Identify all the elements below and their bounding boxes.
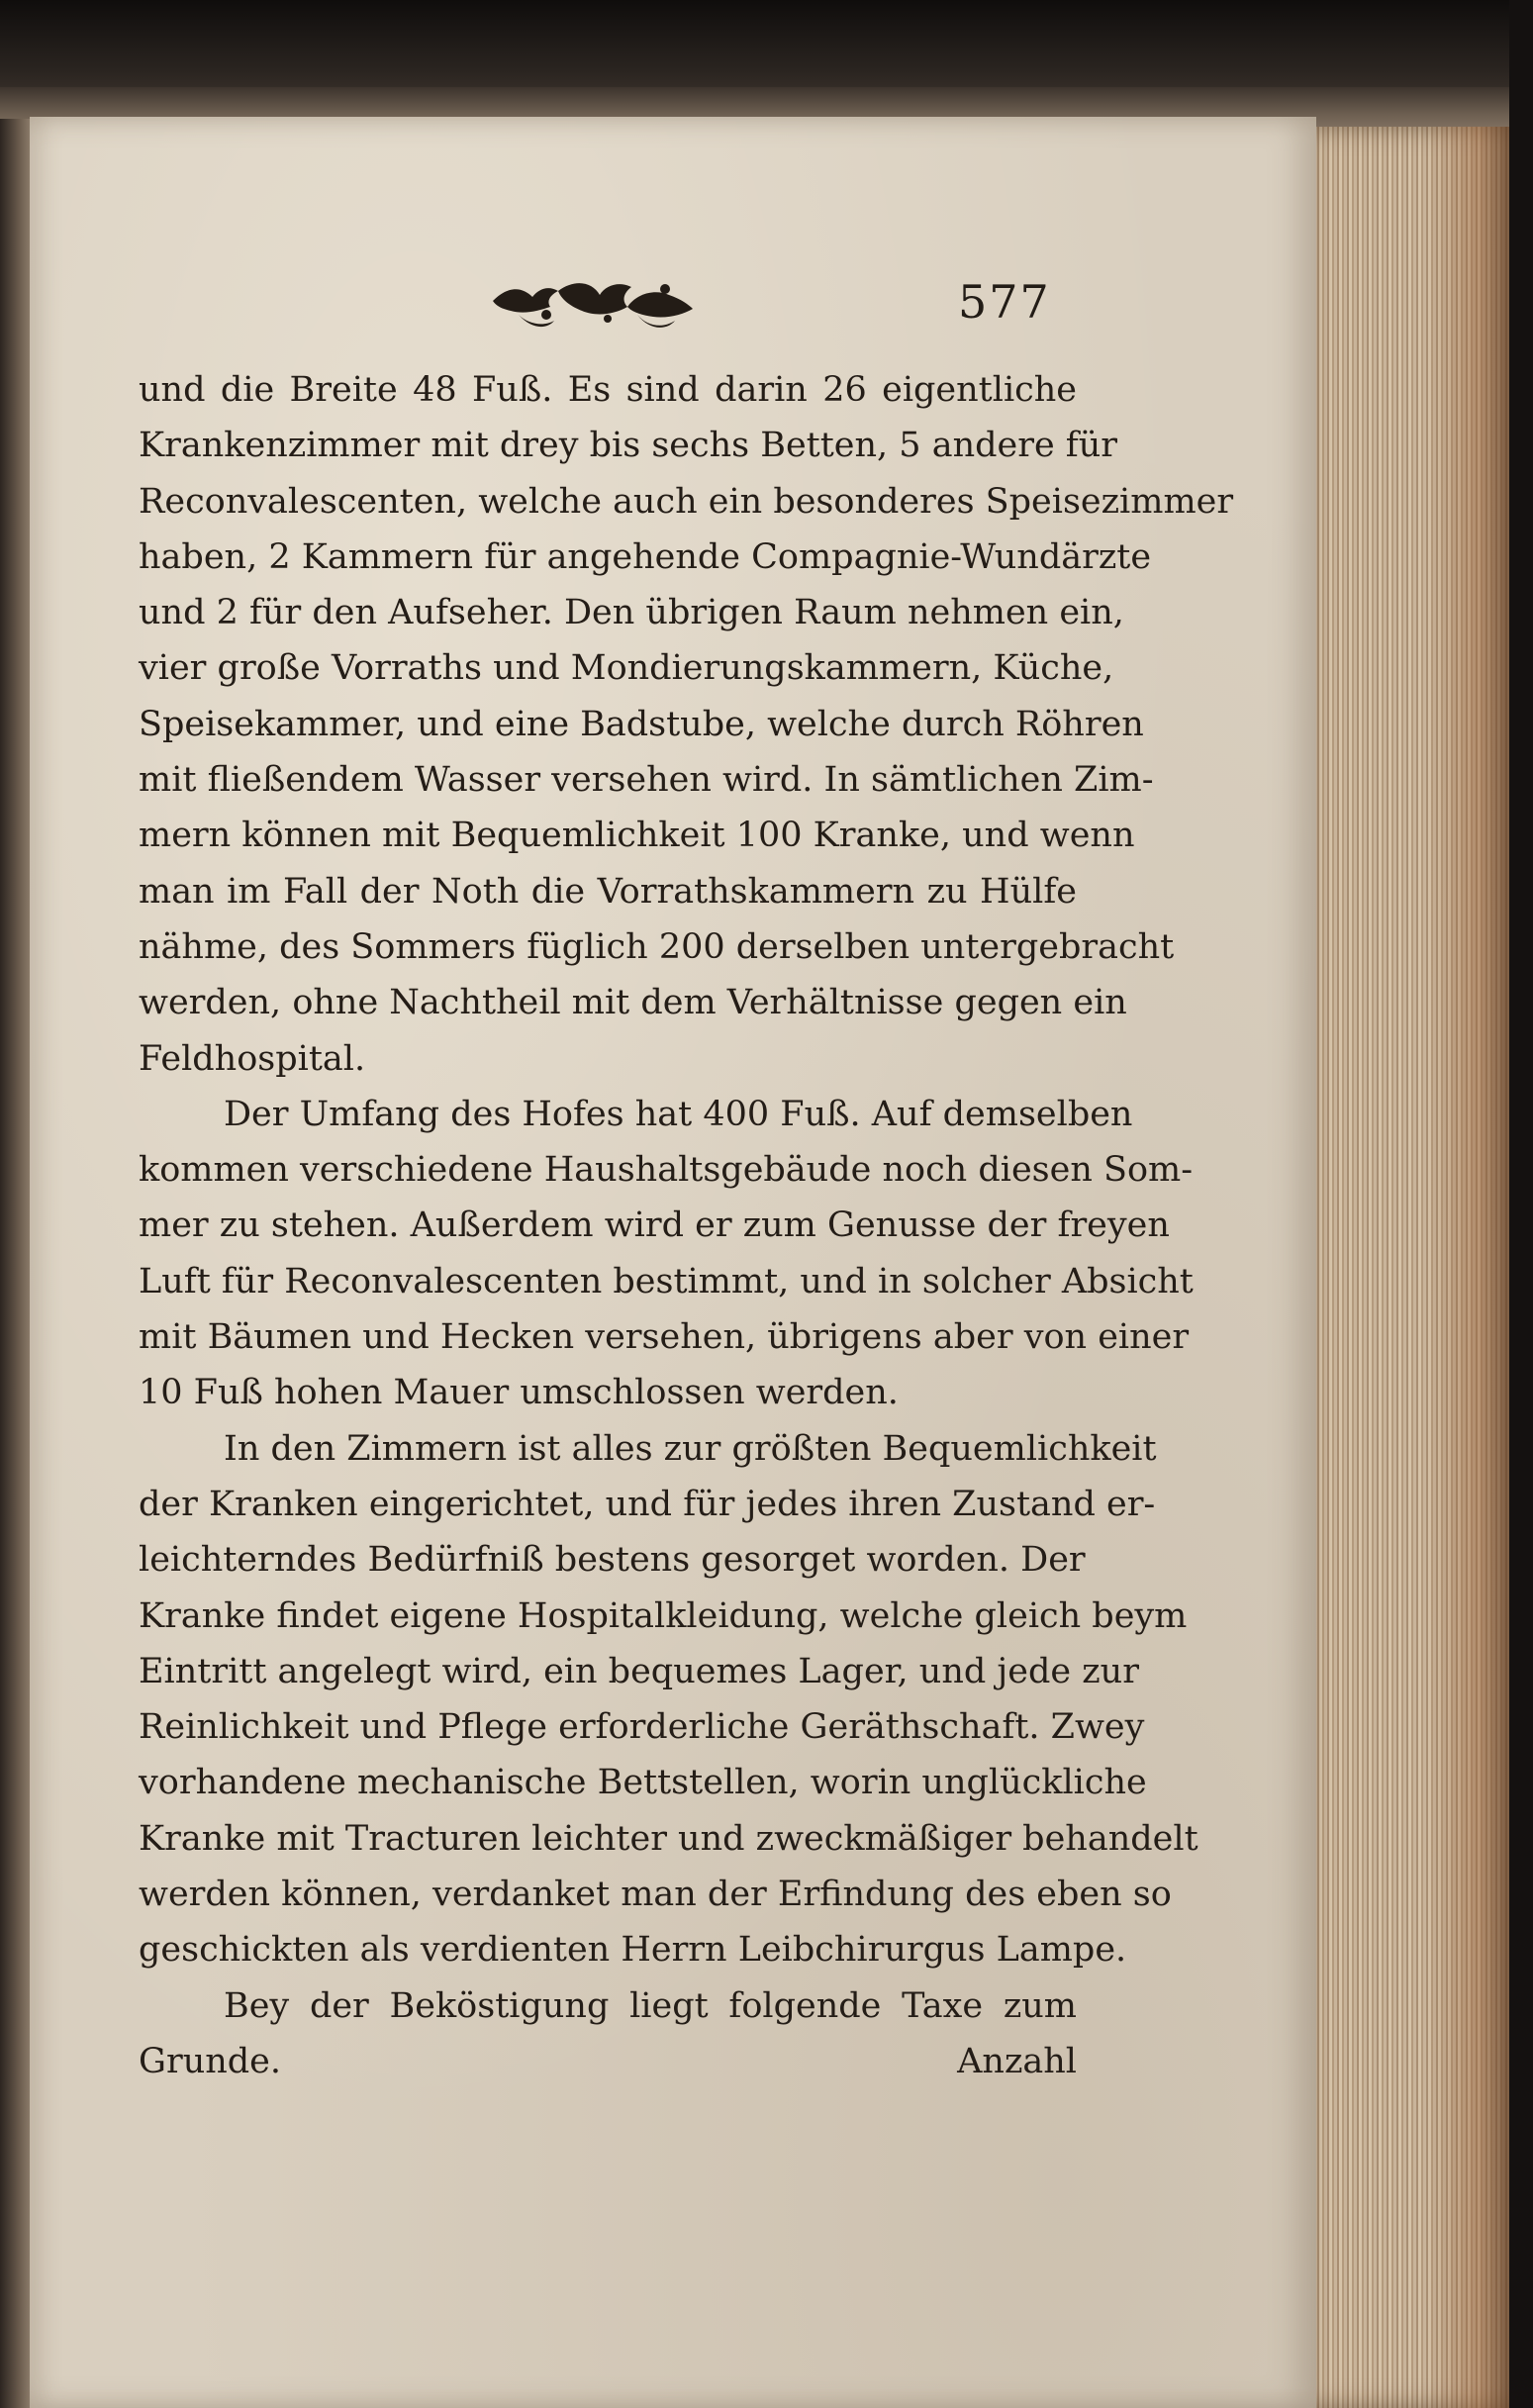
text-line: mern können mit Bequemlichkeit 100 Kranke, und wenn <box>139 816 1135 856</box>
text-line: Luft für Reconvalescenten bestimmt, und in solcher Absicht <box>139 1261 1194 1301</box>
text-line: mit Bäumen und Hecken versehen, übrigens aber von einer <box>139 1317 1190 1358</box>
text-line: und 2 für den Aufseher. Den übrigen Raum nehmen ein, <box>139 593 1124 633</box>
body-text <box>139 362 1234 2089</box>
text-line: In den Zimmern ist alles zur größten Bequemlichkeit <box>224 1428 1157 1469</box>
text-line: Reinlichkeit und Pflege erforderliche Geräthschaft. Zwey <box>139 1707 1145 1748</box>
page-number: 577 <box>958 275 1051 329</box>
text-line: Feldhospital. <box>139 1038 366 1079</box>
text-line-with-catchword <box>139 2034 1077 2089</box>
text-line: Kranke findet eigene Hospitalkleidung, welche gleich beym <box>139 1595 1188 1636</box>
text-line: werden, ohne Nachtheil mit dem Verhältnisse gegen ein <box>139 983 1127 1023</box>
text-line: und die Breite 48 Fuß. Es sind darin 26 eigentliche <box>139 370 1077 410</box>
text-line: haben, 2 Kammern für angehende Compagnie-Wundärzte <box>139 536 1152 577</box>
text-line: kommen verschiedene Haushaltsgebäude noch diesen Som- <box>139 1150 1194 1191</box>
text-line: vier große Vorraths und Mondierungskammern, Küche, <box>139 648 1114 689</box>
text-line: leichterndes Bedürfniß bestens gesorget worden. Der <box>139 1540 1086 1581</box>
text-line: Krankenzimmer mit drey bis sechs Betten, 5 andere für <box>139 426 1118 466</box>
text-line: der Kranken eingerichtet, und für jedes ihren Zustand er- <box>139 1484 1156 1524</box>
text-line: Eintritt angelegt wird, ein bequemes Lager, und jede zur <box>139 1651 1139 1691</box>
text-line: Grunde. <box>139 2041 282 2081</box>
floral-ornament-icon <box>489 271 697 335</box>
text-line: Reconvalescenten, welche auch ein besonderes Speisezimmer <box>139 481 1234 522</box>
text-line: Speisekammer, und eine Badstube, welche durch Röhren <box>139 704 1144 744</box>
text-line: 10 Fuß hohen Mauer umschlossen werden. <box>139 1373 899 1413</box>
text-line: man im Fall der Noth die Vorrathskammern zu Hülfe <box>139 871 1077 912</box>
text-line: mer zu stehen. Außerdem wird er zum Genusse der freyen <box>139 1205 1170 1246</box>
catchword: Anzahl <box>957 2041 1077 2081</box>
text-line: mit fließendem Wasser versehen wird. In sämtlichen Zim- <box>139 760 1154 801</box>
text-line: Kranke mit Tracturen leichter und zweckmäßiger behandelt <box>139 1818 1198 1859</box>
text-line: geschickten als verdienten Herrn Leibchirurgus Lampe. <box>139 1930 1127 1971</box>
text-line: nähme, des Sommers füglich 200 derselben untergebracht <box>139 926 1175 967</box>
page-edge-stain <box>1425 127 1514 2408</box>
text-line: vorhandene mechanische Bettstellen, worin unglückliche <box>139 1763 1147 1803</box>
background-strip <box>1509 0 1533 2408</box>
text-line: werden können, verdanket man der Erfindung des eben so <box>139 1875 1172 1915</box>
text-line: Bey der Beköstigung liegt folgende Taxe zum <box>224 1985 1077 2026</box>
text-line: Der Umfang des Hofes hat 400 Fuß. Auf demselben <box>224 1094 1133 1134</box>
